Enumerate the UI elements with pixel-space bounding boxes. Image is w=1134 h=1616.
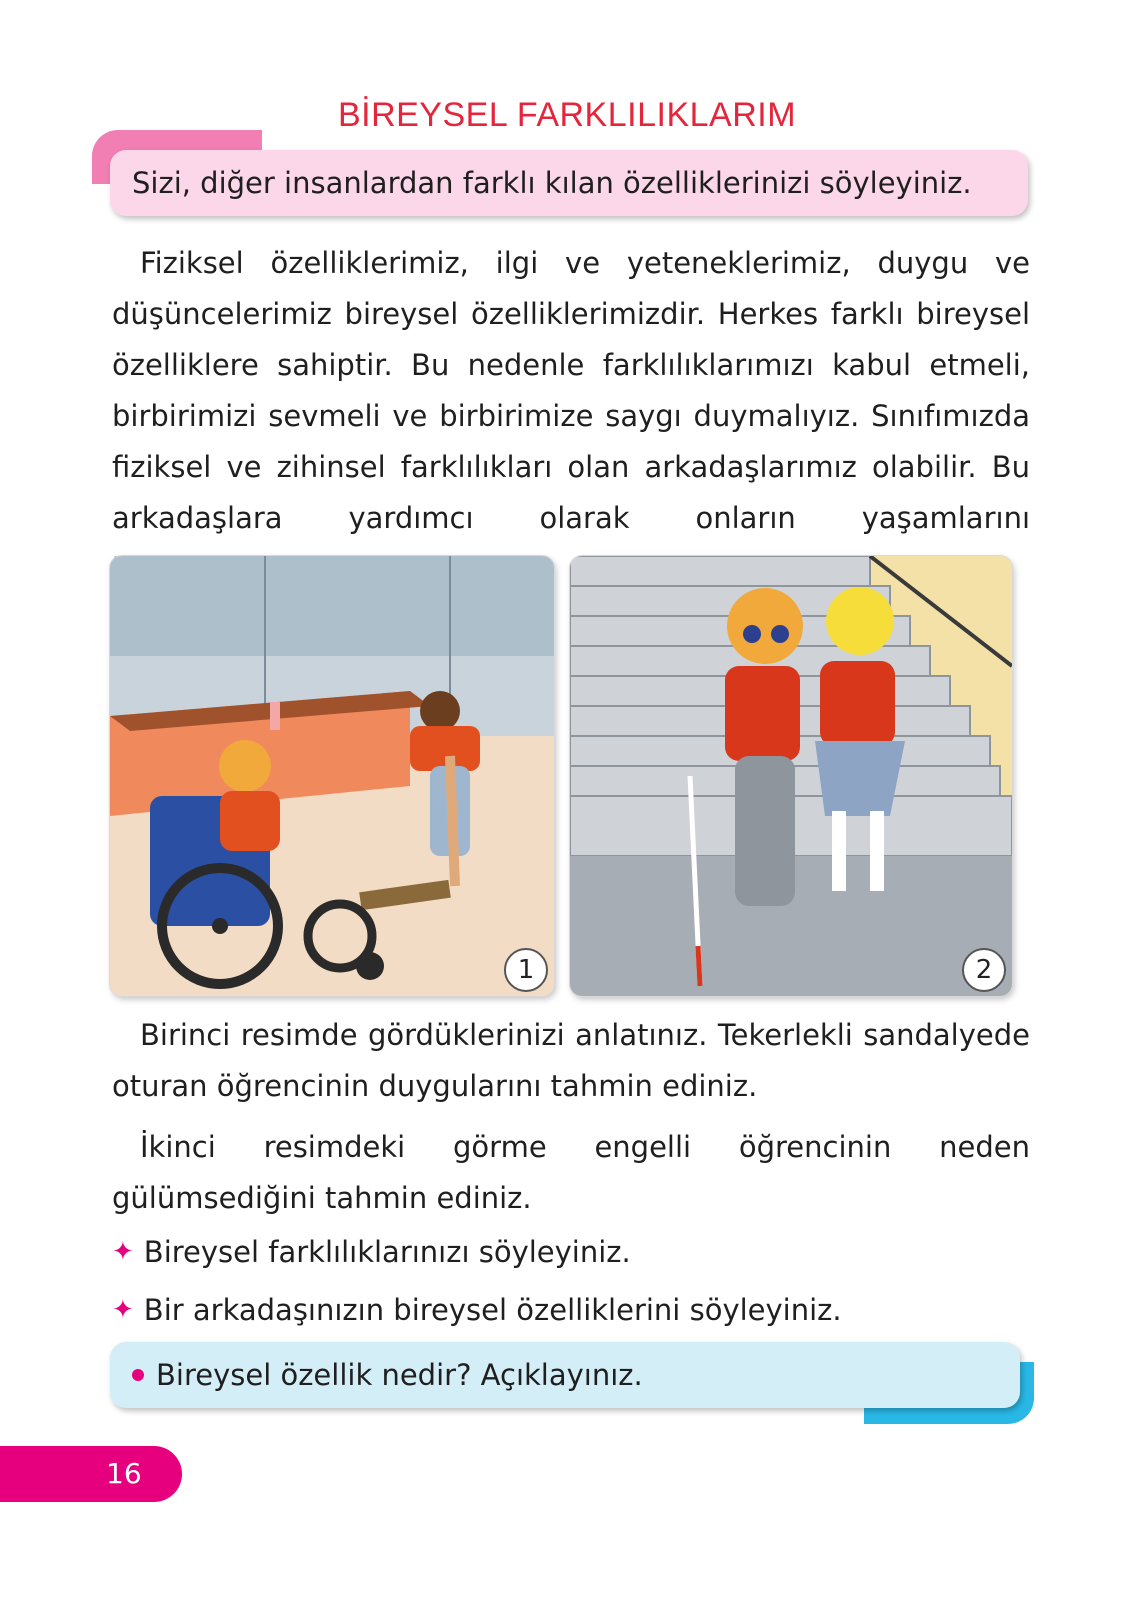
stairs-scene <box>570 556 1012 996</box>
question-text: Sizi, diğer insanlardan farklı kılan özelliklerinizi söyleyiniz. <box>132 166 972 200</box>
final-question-box <box>110 1342 1020 1408</box>
bullet-item <box>112 1290 842 1330</box>
page-title: BİREYSEL FARKLILIKLARIM <box>337 96 797 134</box>
star-bullet-icon: ✦ <box>112 1237 134 1267</box>
bullet-text: Bir arkadaşınızın bireysel özelliklerini söyleyiniz. <box>143 1293 842 1327</box>
wheelchair-scene <box>110 556 554 996</box>
intro-paragraph: Fiziksel özelliklerimiz, ilgi ve yeteneklerimiz, duygu ve düşüncelerimiz bireysel özelliklerimizdir. Herkes farklı bireysel özelliklere sahiptir. Bu nedenle farklılıklarımızı kabul etmeli, birbirimizi sevmeli ve birbirimize saygı duymalıyız. Sınıfımızda fiziksel ve zihinsel farklılıkları olan arkadaşlarımız olabilir. Bu arkadaşlara yardımcı olarak onların yaşamlarını <box>112 246 1030 535</box>
second-image-paragraph: İkinci resimdeki görme engelli öğrencinin neden gülümsediğini tahmin ediniz. <box>112 1130 1030 1215</box>
image-number-2: 2 <box>962 948 1006 992</box>
dot-bullet-icon <box>132 1369 144 1381</box>
image-number-1: 1 <box>504 948 548 992</box>
illustration-wheelchair <box>110 556 554 996</box>
question-box <box>110 150 1028 216</box>
illustration-stairs <box>570 556 1012 996</box>
first-image-paragraph: Birinci resimde gördüklerinizi anlatınız. Tekerlekli sandalyede oturan öğrencinin duygularını tahmin ediniz. <box>112 1018 1030 1103</box>
bullet-item <box>112 1232 631 1272</box>
final-question-text: Bireysel özellik nedir? Açıklayınız. <box>156 1358 643 1392</box>
bullet-text: Bireysel farklılıklarınızı söyleyiniz. <box>143 1235 631 1269</box>
page-number: 16 <box>0 1446 182 1502</box>
star-bullet-icon: ✦ <box>112 1295 134 1325</box>
